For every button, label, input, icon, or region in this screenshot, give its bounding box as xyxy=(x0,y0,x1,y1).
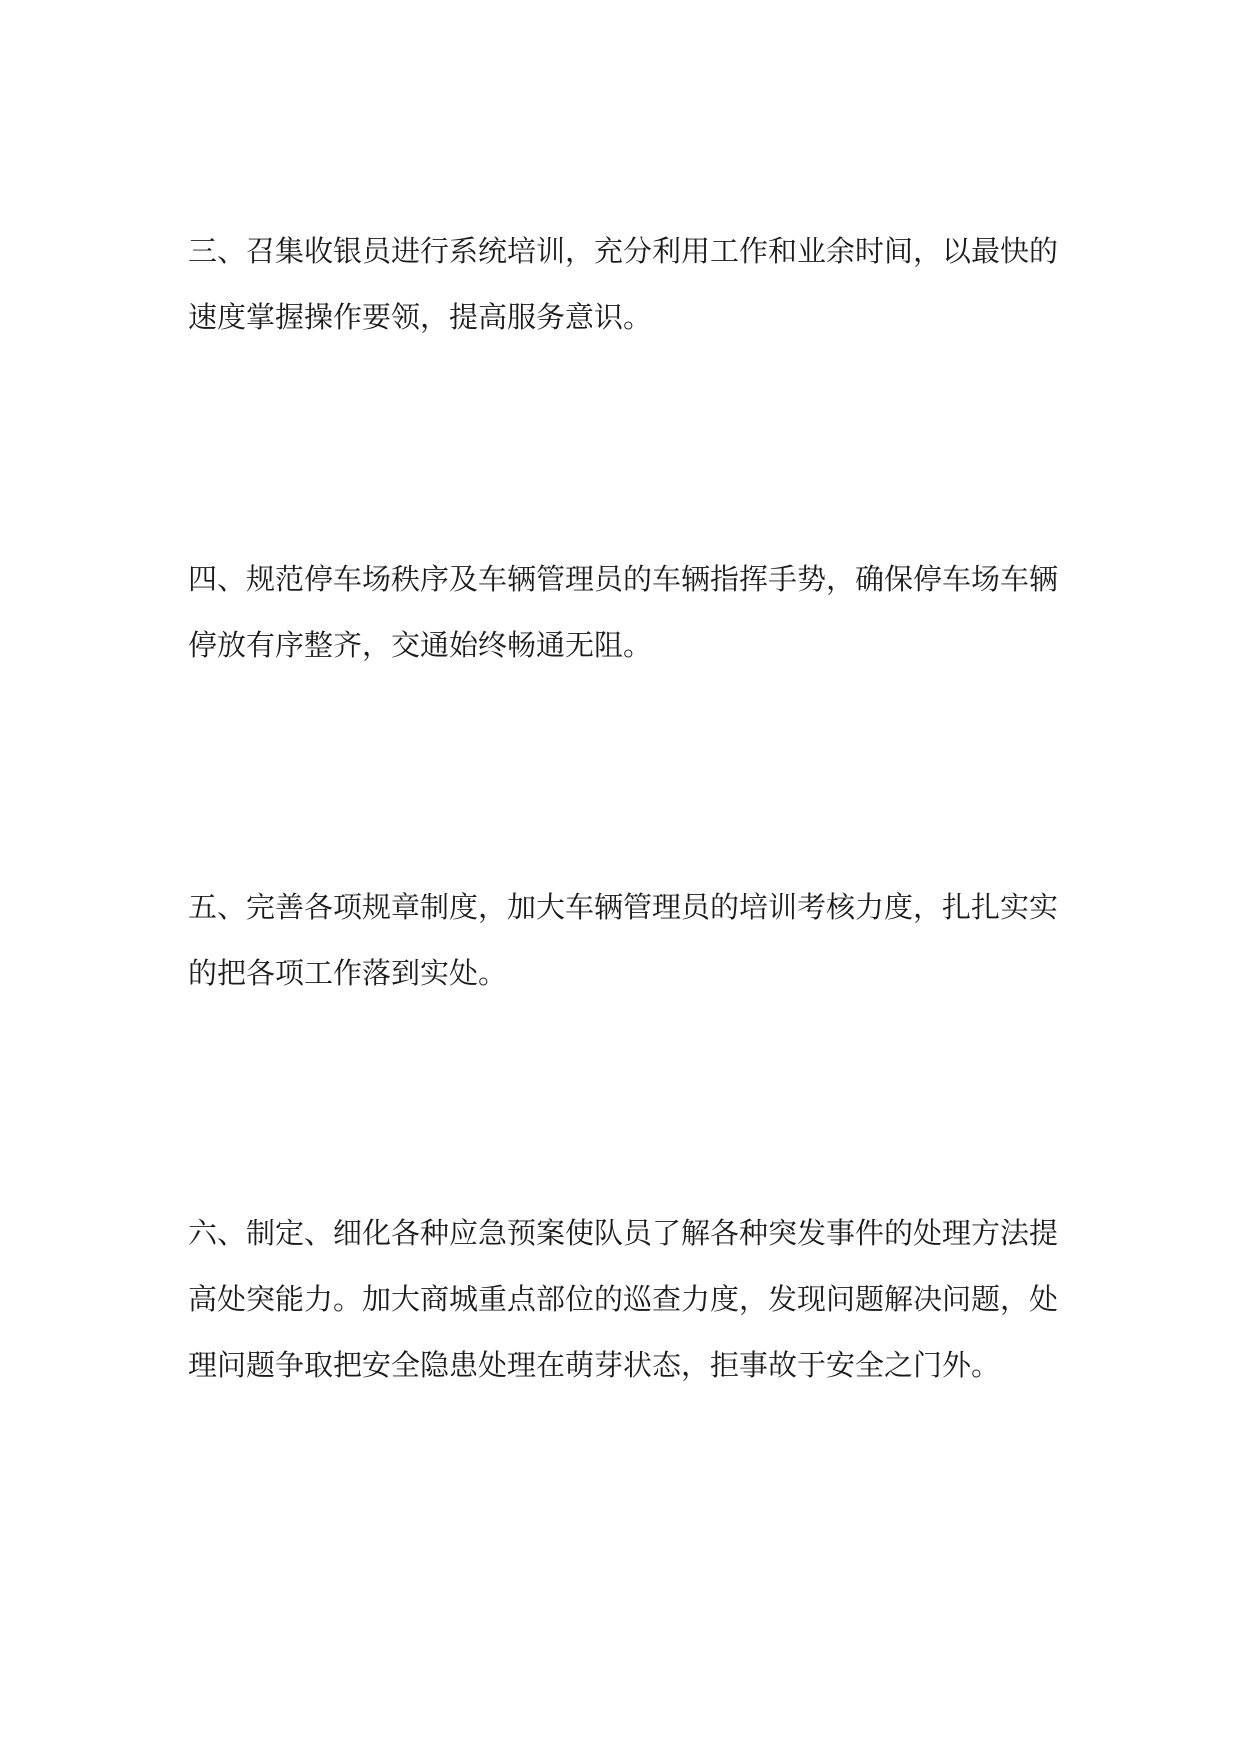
paragraph-item-5 xyxy=(188,874,1068,1006)
paragraph-line: 高处突能力。加大商城重点部位的巡查力度，发现问题解决问题，处 xyxy=(188,1282,1059,1316)
paragraph-line: 停放有序整齐，交通始终畅通无阻。 xyxy=(188,628,653,662)
paragraph-line: 六、制定、细化各种应急预案使队员了解各种突发事件的处理方法提 xyxy=(188,1216,1059,1250)
paragraph-line: 三、召集收银员进行系统培训，充分利用工作和业余时间，以最快的 xyxy=(188,234,1059,268)
paragraph-item-4 xyxy=(188,546,1068,678)
paragraph-line: 五、完善各项规章制度，加大车辆管理员的培训考核力度，扎扎实实 xyxy=(188,890,1059,924)
paragraph-item-3 xyxy=(188,218,1068,350)
paragraph-line: 速度掌握操作要领，提高服务意识。 xyxy=(188,300,653,334)
paragraph-line: 四、规范停车场秩序及车辆管理员的车辆指挥手势，确保停车场车辆 xyxy=(188,562,1059,596)
paragraph-line: 的把各项工作落到实处。 xyxy=(188,956,508,990)
paragraph-item-6 xyxy=(188,1200,1068,1398)
paragraph-line: 理问题争取把安全隐患处理在萌芽状态，拒事故于安全之门外。 xyxy=(188,1348,1001,1382)
